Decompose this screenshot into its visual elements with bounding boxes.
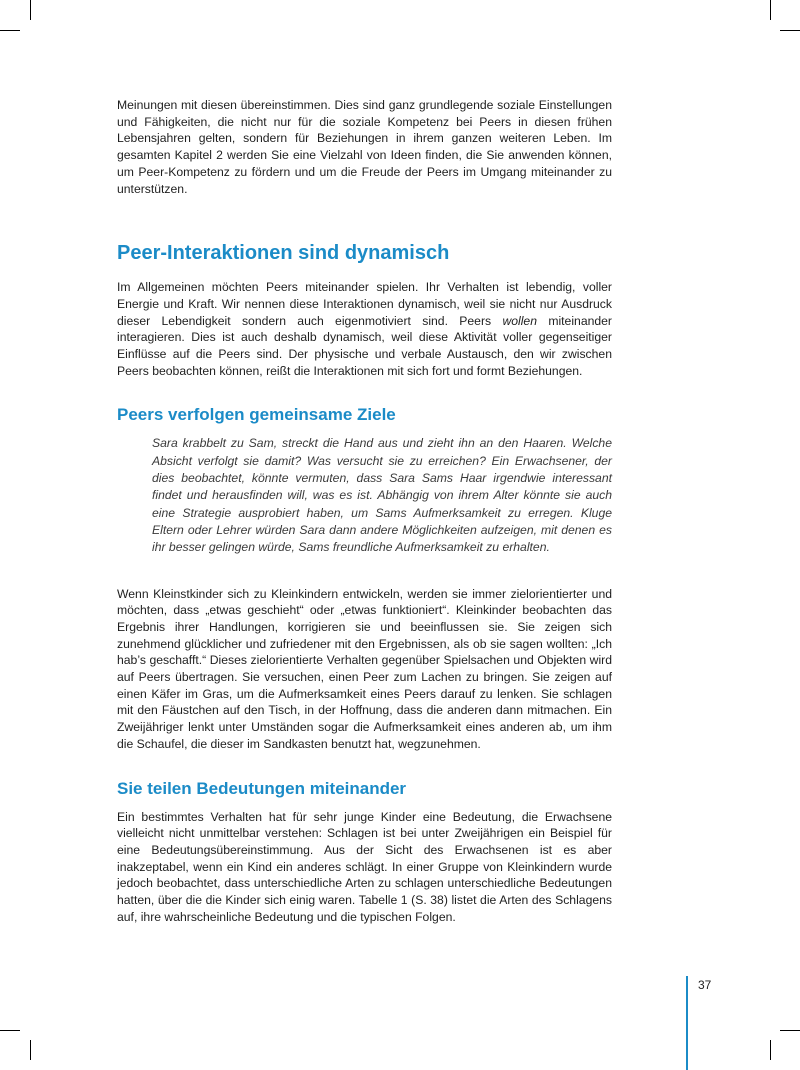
example-quote: Sara krabbelt zu Sam, streckt die Hand aus und zieht ihn an den Haaren. Welche Absicht verfolgt sie damit? Was versucht sie zu erreichen? Ein Erwachsener, der dies beobachtet, könnte vermuten, dass Sara Sams Haar irgendwie interessant findet und herausfinden will, was es ist. Abhängig von ihrem Alter könnte sie auch eine Strategie ausprobiert haben, um Sams Aufmerksamkeit zu erregen. Kluge Eltern oder Lehrer würden Sara dann andere Möglichkeiten aufzeigen, mit denen es ihr besser gelingen würde, Sams freundliche Aufmerksamkeit zu erhalten.: [152, 436, 612, 555]
subsection-heading-meanings: Sie teilen Bedeutungen miteinander: [117, 778, 407, 798]
crop-mark: [30, 1040, 31, 1060]
crop-mark: [770, 1040, 771, 1060]
crop-mark: [0, 1030, 20, 1031]
dynamic-text-start: Im Allgemeinen möchten Peers miteinander spielen. Ihr Verhalten ist lebendig, voller Energie und Kraft. Wir nennen diese Interaktionen dynamisch, weil sie nicht nur Ausdruck dieser Lebendigkeit sondern auch eigenmotiviert sind. Peers: [117, 280, 612, 328]
page-number: 37: [698, 978, 712, 992]
crop-mark: [780, 30, 800, 31]
intro-paragraph: Meinungen mit diesen übereinstimmen. Dies sind ganz grundlegende soziale Einstellungen und Fähigkeiten, die nicht nur für die soziale Kompetenz bei Peers in diesen frühen Lebensjahren gelten, sondern für Beziehungen in ihrem ganzen weiteren Leben. Im gesamten Kapitel 2 werden Sie eine Vielzahl von Ideen finden, die Sie anwenden können, um Peer-Kompetenz zu fördern und um die Freude der Peers im Umgang miteinander zu unterstützen.: [117, 98, 612, 196]
goals-paragraph: Wenn Kleinstkinder sich zu Kleinkindern entwickeln, werden sie immer zielorientierter und möchten, dass „etwas geschieht“ oder „etwas funktioniert“. Kleinkinder beobachten das Ergebnis ihrer Handlungen, korrigieren sie und beeinflussen sie. Sie zeigen sich zunehmend glücklicher und zufriedener mit den Ergebnissen, als ob sie sagen wollten: „Ich hab’s geschafft.“ Dieses zielorientierte Verhalten gegenüber Spielsachen und Objekten wird auf Peers übertragen. Sie versuchen, einen Peer zum Lachen zu bringen. Sie zeigen auf einen Käfer im Gras, um die Aufmerksamkeit eines Peers darauf zu lenken. Sie schlagen mit den Fäustchen auf den Tisch, in der Hoffnung, dass die anderen dann mitmachen. Ein Zweijähriger lenkt unter Umständen sogar die Aufmerksamkeit eines anderen ab, um ihm die Schaufel, die dieser im Sandkasten benutzt hat, wegzunehmen.: [117, 586, 612, 751]
dynamic-text-end: miteinander interagieren. Dies ist auch deshalb dynamisch, weil diese Aktivität voller gegenseitiger Einflüsse auf die Peers sind. Der physische und verbale Austausch, den wir zwischen Peers beobachten können, reißt die Interaktionen mit sich fort und formt Beziehungen.: [117, 313, 612, 378]
page-number-rule: [686, 976, 688, 1070]
crop-mark: [780, 1030, 800, 1031]
subsection-heading-goals: Peers verfolgen gemeinsame Ziele: [117, 405, 396, 425]
dynamic-paragraph: [117, 279, 612, 379]
dynamic-emphasis: wollen: [502, 313, 537, 328]
page-footer: [686, 976, 726, 1070]
section-heading-dynamic: Peer-Interaktionen sind dynamisch: [117, 242, 450, 265]
crop-mark: [30, 0, 31, 20]
crop-mark: [770, 0, 771, 20]
meanings-paragraph: Ein bestimmtes Verhalten hat für sehr junge Kinder eine Bedeutung, die Erwachsene vielleicht nicht unmittelbar verstehen: Schlagen ist bei unter Zweijährigen ein Beispiel für eine Bedeutungsübereinstimmung. Aus der Sicht des Erwachsenen ist es aber inakzeptabel, wenn ein Kind ein anderes schlägt. In einer Gruppe von Kleinkindern wurde jedoch beobachtet, dass unterschiedliche Arten zu schlagen unterschiedliche Bedeutungen hatten, über die die Kinder sich einig waren. Tabelle 1 (S. 38) listet die Arten des Schlagens auf, ihre wahrscheinliche Bedeutung und die typischen Folgen.: [117, 809, 612, 924]
page-body: [117, 97, 612, 925]
crop-mark: [0, 30, 20, 31]
spacer: [117, 557, 612, 586]
